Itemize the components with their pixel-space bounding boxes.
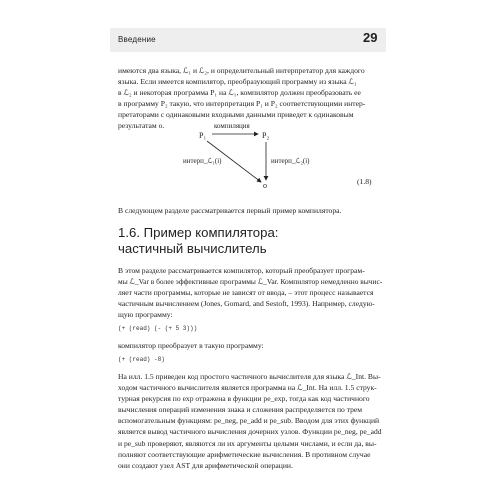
text-line: полняют соответствующие арифметические вычисления. В противном случае xyxy=(118,449,371,459)
paragraph-figure-description xyxy=(118,371,382,471)
paragraph-transform xyxy=(118,340,382,351)
diagram-p2: P₂ xyxy=(262,131,270,140)
text-line: компилятор преобразует в такую программу: xyxy=(118,341,264,350)
text-line: В этом разделе рассматривается компилятор, который преобразует програм- xyxy=(118,266,365,275)
text-line: в программу P₂ такую, что интерпретация P₁ и P₂ соответствующими интер- xyxy=(118,99,366,109)
section-heading xyxy=(118,225,278,257)
heading-line: 1.6. Пример компилятора: xyxy=(118,225,279,240)
text-line: На илл. 1.5 приведен код простого частичного вычислителя для языка ℒ_Int. Вы- xyxy=(118,372,381,381)
running-header-section: Введение xyxy=(118,35,156,44)
text-line: они создают узел AST для арифметической операции. xyxy=(118,460,293,470)
diagram-label-compilation: компиляция xyxy=(214,122,250,130)
equation-number: (1.8) xyxy=(357,177,372,186)
text-line: вспомогательным функциям: pe_neg, pe_add и pe_sub. Вводом для этих функций xyxy=(118,416,380,426)
text-line: частичным вычислением (Jones, Gomard, and Sestoft, 1993). Например, следую- xyxy=(118,299,375,309)
text-line: языка. Если имеется компилятор, преобразующий программу из языка ℒ₁ xyxy=(118,77,357,87)
text-line: и pe_sub проверяют, являются ли их аргументы целыми числами, и если да, вы- xyxy=(118,438,377,448)
diagram-label-interp-l1: интерп_ℒ₁(i) xyxy=(183,157,222,165)
text-line: турная рекурсия по exp отражена в функции pe_exp, тогда как код частичного xyxy=(118,394,370,404)
text-line: мы ℒ_Var в более эффективные программы ℒ_Var. Компилятор немедленно вычис- xyxy=(118,277,383,287)
text-line: претаторами с одинаковыми входными данными приведет к одинаковым xyxy=(118,110,354,120)
text-line: имеются два языка, ℒ₁ и ℒ₂, и определительный интерпретатор для каждого xyxy=(118,66,365,75)
text-line: щую программу: xyxy=(118,310,173,320)
code-example-input: (+ (read) (- (+ 5 3))) xyxy=(118,325,198,332)
text-line: ходом частичного вычислителя является программа на ℒ_Int. На илл. 1.5 струк- xyxy=(118,383,377,393)
text-line: вычисления операций изменения знака и сложения распределяется по трем xyxy=(118,405,363,415)
text-line: является вывод частичного вычисления дочерних узлов. Функции pe_neg, pe_add xyxy=(118,427,382,437)
paragraph-next-section xyxy=(118,205,382,216)
text-line: в ℒ₂ и некоторая программа P₁ на ℒ₁, компилятор должен преобразовать ее xyxy=(118,88,361,98)
diagram-output-o: o xyxy=(263,181,267,190)
page-number: 29 xyxy=(363,30,378,45)
code-example-output: (+ (read) -8) xyxy=(118,356,165,363)
text-line: ляет части программы, которые не зависят от ввода, – этот процесс называется xyxy=(118,288,374,298)
diagram-p1: P₁ xyxy=(199,131,207,140)
paragraph-partial-eval xyxy=(118,265,382,320)
heading-line: частичный вычислитель xyxy=(118,241,267,256)
text-line: результатам o. xyxy=(118,121,165,131)
text-line: В следующем разделе рассматривается первый пример компилятора. xyxy=(118,206,342,215)
diagram-label-interp-l2: интерп_ℒ₂(i) xyxy=(271,157,310,165)
